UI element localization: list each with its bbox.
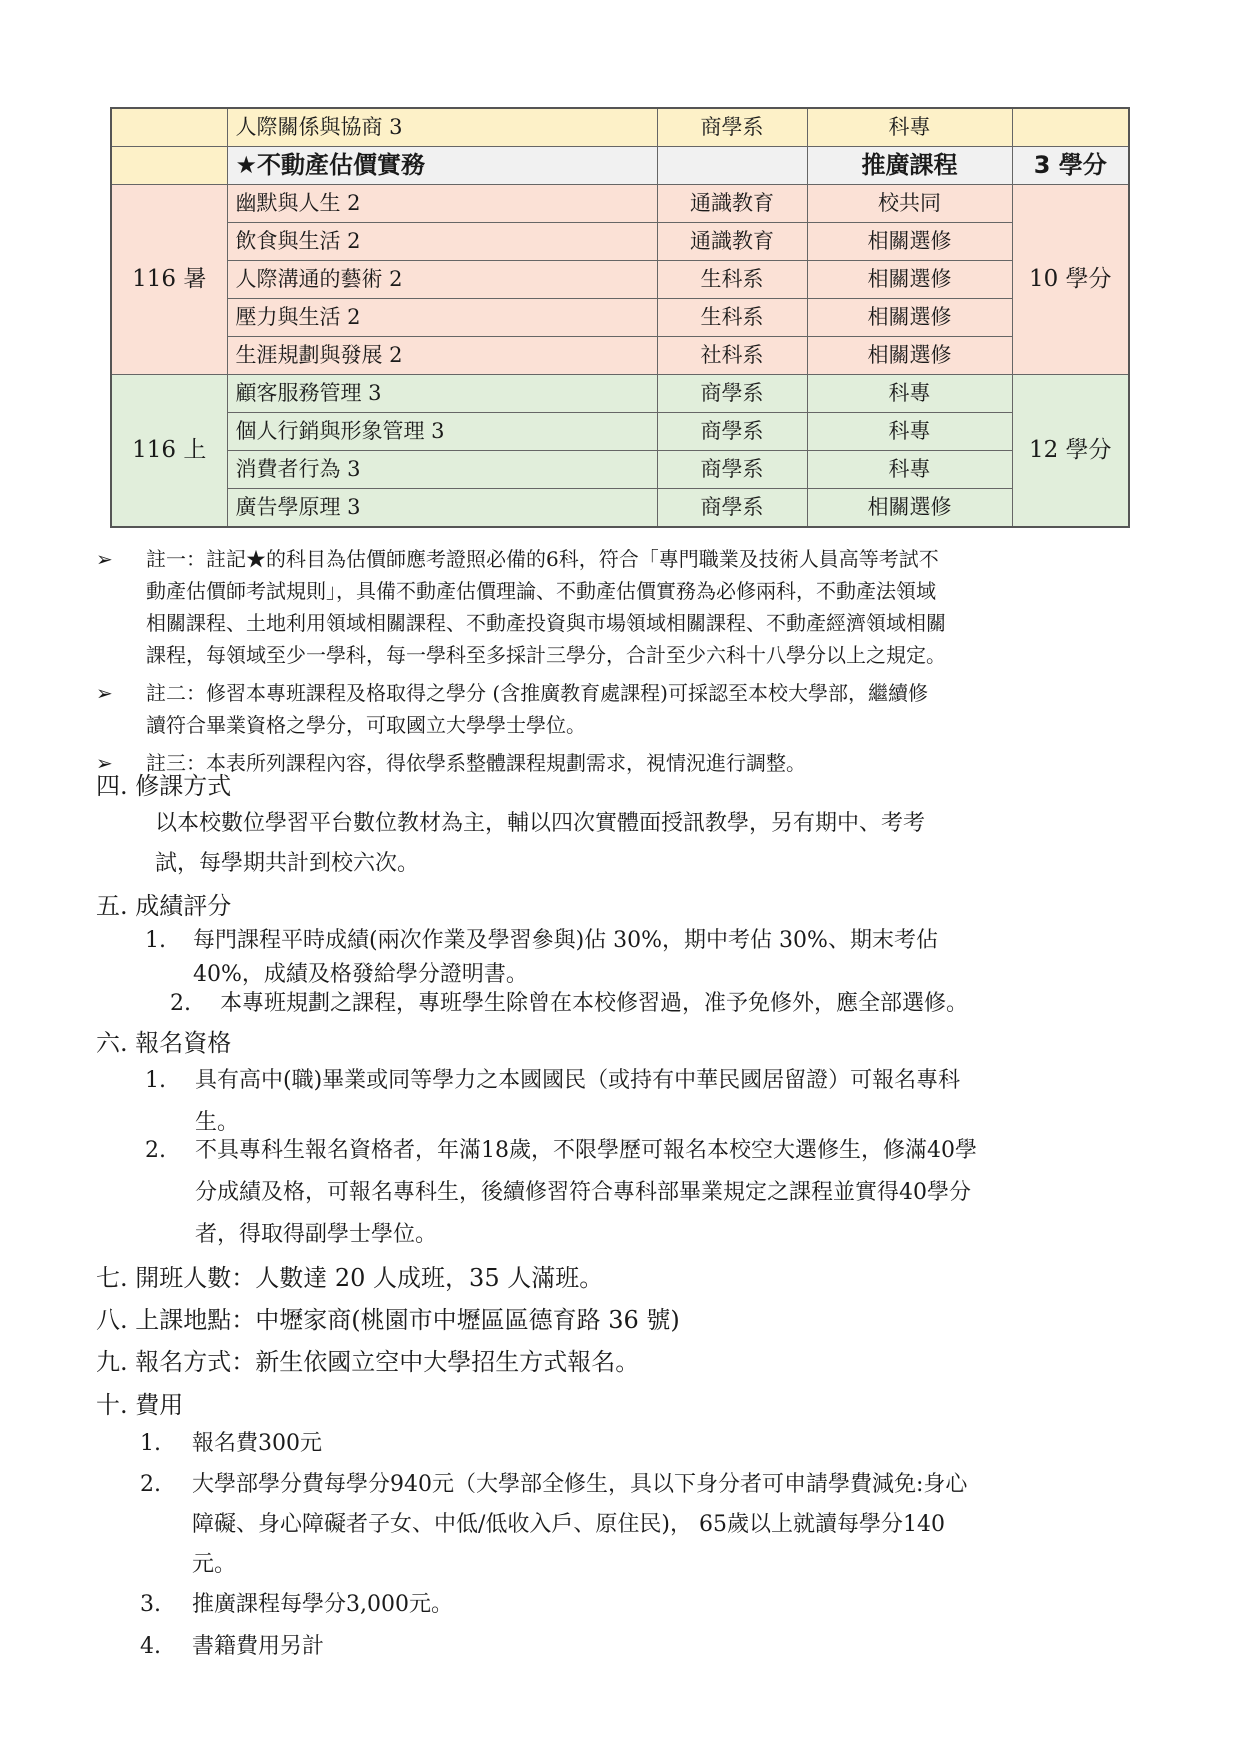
credit-cell: 10 學分 bbox=[1012, 185, 1129, 375]
item-number: 2. bbox=[140, 1472, 161, 1497]
note-line: 註一：註記★的科目為估價師應考證照必備的6科，符合「專門職業及技術人員高等考試不 bbox=[146, 547, 939, 571]
table-row bbox=[111, 108, 1129, 147]
item-number: 1. bbox=[145, 928, 166, 953]
term-cell: 116 上 bbox=[111, 375, 227, 528]
notes-list bbox=[96, 543, 1156, 785]
course-dept: 商學系 bbox=[657, 108, 807, 147]
table-row bbox=[111, 375, 1129, 413]
note-3 bbox=[96, 747, 1156, 779]
course-dept: 通識教育 bbox=[657, 185, 807, 223]
course-type: 相關選修 bbox=[807, 489, 1012, 528]
section-6-item-2 bbox=[145, 1132, 1155, 1252]
course-type: 相關選修 bbox=[807, 299, 1012, 337]
item-number: 2. bbox=[170, 991, 191, 1016]
arrow-bullet-icon: ➢ bbox=[96, 751, 113, 775]
arrow-bullet-icon: ➢ bbox=[96, 681, 113, 705]
course-type: 科專 bbox=[807, 413, 1012, 451]
table-row bbox=[111, 223, 1129, 261]
table-row bbox=[111, 299, 1129, 337]
course-dept: 通識教育 bbox=[657, 223, 807, 261]
item-text: 報名費300元 bbox=[192, 1431, 322, 1456]
item-text: 本專班規劃之課程，專班學生除曾在本校修習過，准予免修外，應全部選修。 bbox=[220, 991, 969, 1016]
item-text: 40%，成績及格發給學分證明書。 bbox=[193, 962, 528, 987]
item-number: 1. bbox=[140, 1431, 161, 1456]
section-6-item-1 bbox=[145, 1062, 1155, 1142]
course-name: 廣告學原理 3 bbox=[227, 489, 657, 528]
section-4-line: 試，每學期共計到校六次。 bbox=[155, 851, 420, 876]
course-name: ★不動產估價實務 bbox=[227, 147, 657, 185]
course-type: 科專 bbox=[807, 108, 1012, 147]
section-10-title: 十. 費用 bbox=[96, 1391, 184, 1419]
course-table bbox=[110, 107, 1130, 528]
item-text: 生。 bbox=[195, 1110, 240, 1135]
section-5-title: 五. 成績評分 bbox=[96, 892, 232, 920]
course-name: 人際關係與協商 3 bbox=[227, 108, 657, 147]
item-text: 元。 bbox=[192, 1552, 237, 1577]
item-number: 3. bbox=[140, 1592, 161, 1617]
course-dept: 生科系 bbox=[657, 299, 807, 337]
section-10-item-2 bbox=[140, 1466, 1150, 1586]
course-name: 人際溝通的藝術 2 bbox=[227, 261, 657, 299]
note-2 bbox=[96, 677, 1156, 741]
course-type: 相關選修 bbox=[807, 337, 1012, 375]
course-dept: 商學系 bbox=[657, 413, 807, 451]
course-dept: 生科系 bbox=[657, 261, 807, 299]
note-line: 註二：修習本專班課程及格取得之學分 (含推廣教育處課程)可採認至本校大學部，繼續修 bbox=[146, 681, 928, 705]
section-10-item-4 bbox=[140, 1628, 1040, 1668]
course-type: 科專 bbox=[807, 451, 1012, 489]
term-cell: 116 暑 bbox=[111, 185, 227, 375]
course-name: 幽默與人生 2 bbox=[227, 185, 657, 223]
note-1 bbox=[96, 543, 1156, 671]
note-line: 課程，每領域至少一學科，每一學科至多採計三學分，合計至少六科十八學分以上之規定。 bbox=[146, 643, 946, 667]
course-dept: 商學系 bbox=[657, 375, 807, 413]
section-9: 九. 報名方式：新生依國立空中大學招生方式報名。 bbox=[96, 1348, 640, 1376]
table-row bbox=[111, 147, 1129, 185]
item-number: 4. bbox=[140, 1634, 161, 1659]
item-text: 者，得取得副學士學位。 bbox=[195, 1222, 438, 1247]
section-5-item-2 bbox=[170, 985, 1150, 1025]
course-dept bbox=[657, 147, 807, 185]
course-dept: 商學系 bbox=[657, 451, 807, 489]
note-line: 相關課程、土地利用領域相關課程、不動產投資與市場領域相關課程、不動產經濟領域相關 bbox=[146, 611, 946, 635]
item-text: 書籍費用另計 bbox=[192, 1634, 325, 1659]
item-text: 每門課程平時成績(兩次作業及學習參與)佔 30%，期中考佔 30%、期末考佔 bbox=[193, 928, 938, 953]
course-type: 推廣課程 bbox=[807, 147, 1012, 185]
credit-cell bbox=[1012, 108, 1129, 147]
credit-cell: 12 學分 bbox=[1012, 375, 1129, 528]
arrow-bullet-icon: ➢ bbox=[96, 547, 113, 571]
section-4-title: 四. 修課方式 bbox=[96, 772, 232, 800]
course-name: 壓力與生活 2 bbox=[227, 299, 657, 337]
table-row bbox=[111, 451, 1129, 489]
course-dept: 商學系 bbox=[657, 489, 807, 528]
course-type: 相關選修 bbox=[807, 261, 1012, 299]
course-name: 個人行銷與形象管理 3 bbox=[227, 413, 657, 451]
term-cell bbox=[111, 147, 227, 185]
table-row bbox=[111, 261, 1129, 299]
course-type: 相關選修 bbox=[807, 223, 1012, 261]
item-text: 推廣課程每學分3,000元。 bbox=[192, 1592, 453, 1617]
section-7: 七. 開班人數：人數達 20 人成班，35 人滿班。 bbox=[96, 1264, 604, 1292]
course-name: 生涯規劃與發展 2 bbox=[227, 337, 657, 375]
section-4-line: 以本校數位學習平台數位教材為主，輔以四次實體面授訊教學，另有期中、考考 bbox=[155, 811, 926, 836]
section-6-title: 六. 報名資格 bbox=[96, 1029, 232, 1057]
table-row bbox=[111, 185, 1129, 223]
course-name: 顧客服務管理 3 bbox=[227, 375, 657, 413]
course-type: 科專 bbox=[807, 375, 1012, 413]
section-8: 八. 上課地點：中壢家商(桃園市中壢區區德育路 36 號) bbox=[96, 1306, 680, 1334]
item-text: 具有高中(職)畢業或同等學力之本國國民（或持有中華民國居留證）可報名專科 bbox=[195, 1068, 961, 1093]
course-name: 飲食與生活 2 bbox=[227, 223, 657, 261]
credit-cell: 3 學分 bbox=[1012, 147, 1129, 185]
item-text: 分成績及格，可報名專科生，後續修習符合專科部畢業規定之課程並實得40學分 bbox=[195, 1180, 971, 1205]
item-text: 大學部學分費每學分940元（大學部全修生，具以下身分者可申請學費減免:身心 bbox=[192, 1472, 968, 1497]
table-row bbox=[111, 413, 1129, 451]
section-10-item-3 bbox=[140, 1586, 1040, 1626]
term-cell bbox=[111, 108, 227, 147]
item-text: 障礙、身心障礙者子女、中低/低收入戶、原住民)， 65歲以上就讀每學分140 bbox=[192, 1512, 945, 1537]
table-row bbox=[111, 489, 1129, 528]
course-type: 校共同 bbox=[807, 185, 1012, 223]
item-number: 2. bbox=[145, 1138, 166, 1163]
course-dept: 社科系 bbox=[657, 337, 807, 375]
table-row bbox=[111, 337, 1129, 375]
section-10-item-1 bbox=[140, 1425, 1040, 1465]
item-number: 1. bbox=[145, 1068, 166, 1093]
note-line: 讀符合畢業資格之學分，可取國立大學學士學位。 bbox=[146, 713, 586, 737]
note-line: 註三：本表所列課程內容，得依學系整體課程規劃需求，視情況進行調整。 bbox=[146, 751, 806, 775]
item-text: 不具專科生報名資格者，年滿18歲，不限學歷可報名本校空大選修生，修滿40學 bbox=[195, 1138, 977, 1163]
course-name: 消費者行為 3 bbox=[227, 451, 657, 489]
note-line: 動產估價師考試規則」，具備不動產估價理論、不動產估價實務為必修兩科，不動產法領域 bbox=[146, 579, 936, 603]
